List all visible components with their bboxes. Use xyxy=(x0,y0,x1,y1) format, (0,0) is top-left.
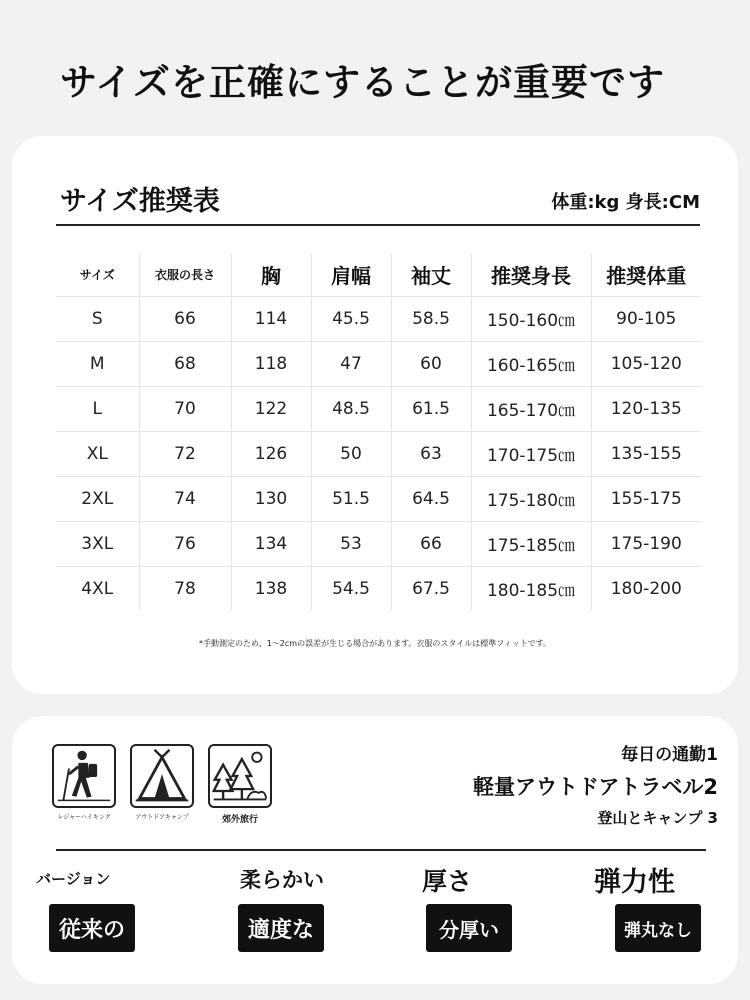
col-header-chest: 胸 xyxy=(231,254,311,296)
table-cell: 165-170㎝ xyxy=(471,386,591,431)
icon-label: レジャーハイキング xyxy=(57,814,111,821)
attr-value-version: 従来の xyxy=(49,904,135,952)
icon-label: 郊外旅行 xyxy=(221,815,258,825)
size-chart-title: サイズ推奨表 xyxy=(60,186,220,217)
col-header-length: 衣服の長さ xyxy=(139,254,231,296)
page-headline: サイズを正確にすることが重要です xyxy=(60,61,666,104)
table-cell: 180-185㎝ xyxy=(471,566,591,611)
table-cell: 130 xyxy=(231,476,311,521)
tent-icon xyxy=(130,744,194,808)
table-row xyxy=(56,296,701,341)
attr-value-softness: 適度な xyxy=(238,904,324,952)
attr-label-version: バージョン xyxy=(36,870,111,888)
attributes-divider xyxy=(56,849,706,851)
features-card xyxy=(12,716,738,984)
use-case-item: 登山とキャンプ 3 xyxy=(597,809,718,827)
table-cell: 118 xyxy=(231,341,311,386)
table-cell: 138 xyxy=(231,566,311,611)
table-cell: 60 xyxy=(391,341,471,386)
table-cell: 175-190 xyxy=(591,521,701,566)
table-cell: 70 xyxy=(139,386,231,431)
table-cell: 45.5 xyxy=(311,296,391,341)
table-cell: 3XL xyxy=(56,521,139,566)
table-cell: 105-120 xyxy=(591,341,701,386)
table-cell: 160-165㎝ xyxy=(471,341,591,386)
table-cell: 53 xyxy=(311,521,391,566)
table-cell: 175-180㎝ xyxy=(471,476,591,521)
table-cell: 135-155 xyxy=(591,431,701,476)
table-row xyxy=(56,566,701,611)
table-cell: 74 xyxy=(139,476,231,521)
table-cell: 120-135 xyxy=(591,386,701,431)
attr-value-thickness: 分厚い xyxy=(426,904,512,952)
col-header-height: 推奨身長 xyxy=(471,254,591,296)
unit-legend: 体重:kg 身長:CM xyxy=(551,192,700,213)
size-chart-card xyxy=(12,136,738,694)
use-case-item: 毎日の通勤1 xyxy=(621,745,718,765)
hiker-icon xyxy=(52,744,116,808)
table-cell: 150-160㎝ xyxy=(471,296,591,341)
attr-label-softness: 柔らかい xyxy=(240,868,324,892)
table-cell: 114 xyxy=(231,296,311,341)
table-cell: 50 xyxy=(311,431,391,476)
size-table xyxy=(56,254,701,611)
col-header-weight: 推奨体重 xyxy=(591,254,701,296)
table-cell: 4XL xyxy=(56,566,139,611)
table-row xyxy=(56,341,701,386)
table-cell: 175-185㎝ xyxy=(471,521,591,566)
table-cell: XL xyxy=(56,431,139,476)
table-cell: 64.5 xyxy=(391,476,471,521)
forest-icon xyxy=(208,744,272,808)
col-header-shoulder: 肩幅 xyxy=(311,254,391,296)
table-cell: 54.5 xyxy=(311,566,391,611)
attr-label-thickness: 厚さ xyxy=(422,867,473,896)
table-cell: 48.5 xyxy=(311,386,391,431)
table-cell: 134 xyxy=(231,521,311,566)
attr-label-elasticity: 弾力性 xyxy=(594,867,675,898)
table-cell: L xyxy=(56,386,139,431)
table-cell: 155-175 xyxy=(591,476,701,521)
table-header-row xyxy=(56,254,701,296)
table-cell: 67.5 xyxy=(391,566,471,611)
table-cell: 126 xyxy=(231,431,311,476)
measurement-note: *手動測定のため、1～2cmの誤差が生じる場合があります。衣服のスタイルは標準フィットです。 xyxy=(199,639,551,648)
table-cell: 51.5 xyxy=(311,476,391,521)
table-row xyxy=(56,476,701,521)
table-cell: 66 xyxy=(139,296,231,341)
table-cell: 68 xyxy=(139,341,231,386)
icon-label: アウトドアキャンプ xyxy=(135,814,189,821)
table-row xyxy=(56,521,701,566)
table-cell: 66 xyxy=(391,521,471,566)
col-header-sleeve: 袖丈 xyxy=(391,254,471,296)
table-cell: 63 xyxy=(391,431,471,476)
table-cell: 90-105 xyxy=(591,296,701,341)
attr-value-elasticity: 弾丸なし xyxy=(615,904,701,952)
table-cell: M xyxy=(56,341,139,386)
table-cell: 122 xyxy=(231,386,311,431)
col-header-size: サイズ xyxy=(79,268,115,283)
table-cell: 76 xyxy=(139,521,231,566)
use-cases xyxy=(473,740,718,832)
table-row xyxy=(56,431,701,476)
table-cell: S xyxy=(56,296,139,341)
table-cell: 170-175㎝ xyxy=(471,431,591,476)
table-cell: 61.5 xyxy=(391,386,471,431)
table-cell: 2XL xyxy=(56,476,139,521)
table-row xyxy=(56,386,701,431)
table-cell: 72 xyxy=(139,431,231,476)
table-cell: 78 xyxy=(139,566,231,611)
table-cell: 58.5 xyxy=(391,296,471,341)
use-case-item: 軽量アウトドアトラベル2 xyxy=(473,775,718,799)
activity-icons xyxy=(52,744,282,834)
table-cell: 47 xyxy=(311,341,391,386)
title-divider xyxy=(56,224,700,226)
table-cell: 180-200 xyxy=(591,566,701,611)
